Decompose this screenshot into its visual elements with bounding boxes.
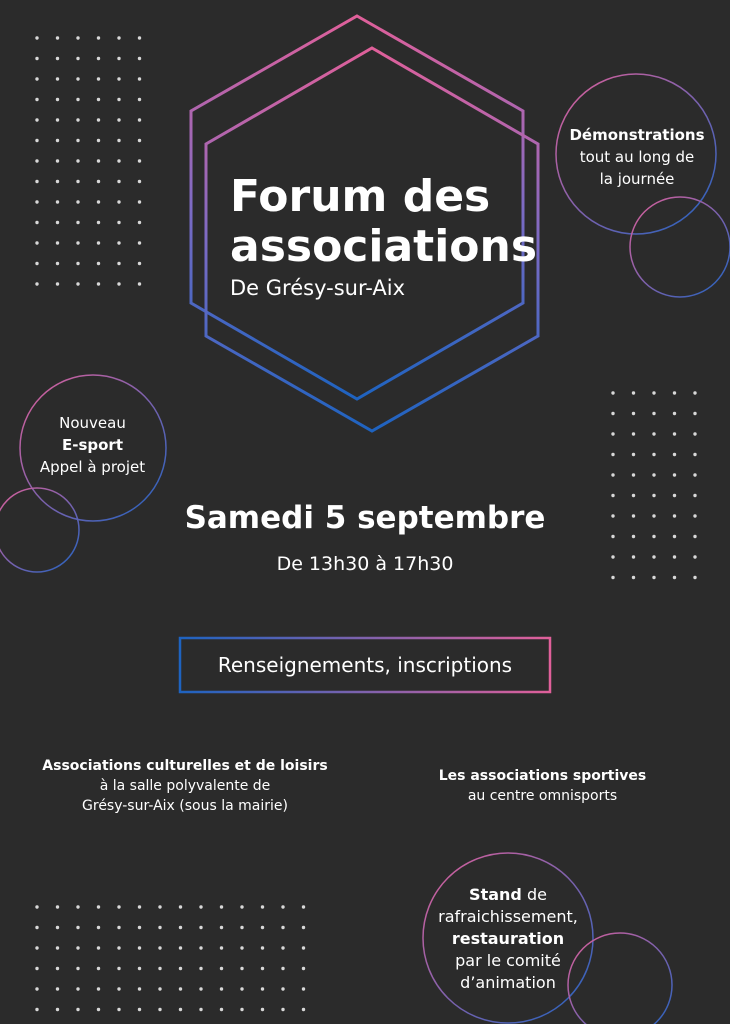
dot-grid-bottom-left (199, 946, 202, 949)
dot-grid-bottom-left (281, 946, 284, 949)
dot-grid-top-left (56, 241, 59, 244)
dot-grid-right (632, 391, 635, 394)
dot-grid-top-left (97, 118, 100, 121)
dot-grid-top-left (97, 159, 100, 162)
dot-grid-bottom-left (199, 905, 202, 908)
dot-grid-bottom-left (138, 946, 141, 949)
dot-grid-right (693, 432, 696, 435)
dot-grid-top-left (138, 98, 141, 101)
title-line-1: Forum des (230, 171, 491, 222)
dot-grid-right (611, 494, 614, 497)
dot-grid-top-left (138, 57, 141, 60)
dot-grid-bottom-left (261, 905, 264, 908)
dot-grid-bottom-left (56, 946, 59, 949)
dot-grid-top-left (76, 159, 79, 162)
dot-grid-top-left (35, 139, 38, 142)
dot-grid-bottom-left (97, 1008, 100, 1011)
dot-grid-bottom-left (138, 905, 141, 908)
dot-grid-top-left (138, 77, 141, 80)
dot-grid-bottom-left (35, 905, 38, 908)
dot-grid-bottom-left (179, 987, 182, 990)
dot-grid-bottom-left (220, 1008, 223, 1011)
dot-grid-top-left (76, 57, 79, 60)
dot-grid-top-left (35, 77, 38, 80)
dot-grid-top-left (56, 118, 59, 121)
dot-grid-top-left (117, 241, 120, 244)
dot-grid-top-left (35, 282, 38, 285)
dot-grid-bottom-left (220, 905, 223, 908)
dot-grid-bottom-left (158, 905, 161, 908)
right-col-line-2: au centre omnisports (467, 788, 618, 804)
sport-associations (400, 766, 685, 806)
dot-grid-bottom-left (261, 926, 264, 929)
dot-grid-top-left (97, 221, 100, 224)
dot-grid-bottom-left (199, 926, 202, 929)
dot-grid-bottom-left (76, 926, 79, 929)
dot-grid-bottom-left (261, 1008, 264, 1011)
dot-grid-top-left (35, 57, 38, 60)
dot-grid-bottom-left (302, 946, 305, 949)
dot-grid-right (632, 494, 635, 497)
dot-grid-top-left (76, 262, 79, 265)
dot-grid-top-left (56, 139, 59, 142)
dot-grid-bottom-left (220, 987, 223, 990)
dot-grid-top-left (97, 36, 100, 39)
dot-grid-bottom-left (281, 926, 284, 929)
dot-grid-bottom-left (179, 905, 182, 908)
dot-grid-right (611, 473, 614, 476)
dot-grid-top-left (76, 180, 79, 183)
dot-grid-right (611, 391, 614, 394)
dot-grid-right (611, 576, 614, 579)
left-col-line-2: à la salle polyvalente de (99, 778, 271, 794)
dot-grid-bottom-left (179, 926, 182, 929)
dot-grid-right (632, 412, 635, 415)
dot-grid-top-left (35, 180, 38, 183)
dot-grid-top-left (117, 77, 120, 80)
dot-grid-top-left (35, 118, 38, 121)
dot-grid-bottom-left (261, 946, 264, 949)
dot-grid-top-left (35, 159, 38, 162)
dot-grid-right (673, 391, 676, 394)
title-line-2: associations (230, 221, 538, 272)
dot-grid-top-left (117, 282, 120, 285)
dot-grid-top-left (138, 221, 141, 224)
dot-grid-bottom-left (179, 1008, 182, 1011)
dot-grid-bottom-left (138, 1008, 141, 1011)
dot-grid-top-left (97, 241, 100, 244)
dot-grid-top-left (56, 180, 59, 183)
dot-grid-bottom-left (117, 967, 120, 970)
dot-grid-right (693, 473, 696, 476)
dot-grid-top-left (76, 139, 79, 142)
dot-grid-bottom-left (117, 987, 120, 990)
dot-grid-top-left (138, 200, 141, 203)
dot-grid-top-left (76, 118, 79, 121)
dot-grid-bottom-left (97, 926, 100, 929)
dot-grid-top-left (117, 262, 120, 265)
dot-grid-bottom-left (76, 967, 79, 970)
dot-grid-bottom-left (158, 1008, 161, 1011)
dot-grid-bottom-left (261, 967, 264, 970)
dot-grid-bottom-left (281, 987, 284, 990)
dot-grid-top-left (76, 36, 79, 39)
dot-grid-bottom-left (220, 946, 223, 949)
dot-grid-top-left (56, 98, 59, 101)
dot-grid-bottom-left (220, 967, 223, 970)
dot-grid-bottom-left (179, 946, 182, 949)
dot-grid-top-left (97, 262, 100, 265)
dot-grid-bottom-left (302, 905, 305, 908)
dot-grid-top-left (56, 57, 59, 60)
dot-grid-bottom-left (281, 905, 284, 908)
dot-grid-bottom-left (158, 987, 161, 990)
dot-grid-right (632, 473, 635, 476)
dot-grid-right (652, 473, 655, 476)
dot-grid-bottom-left (281, 1008, 284, 1011)
dot-grid-top-left (117, 180, 120, 183)
dot-grid-bottom-left (35, 967, 38, 970)
dot-grid-right (652, 412, 655, 415)
dot-grid-bottom-left (35, 1008, 38, 1011)
stand-text (423, 884, 593, 994)
dot-grid-bottom-left (76, 946, 79, 949)
dot-grid-bottom-left (117, 905, 120, 908)
dot-grid-right (673, 453, 676, 456)
stand-line-2: rafraichissement, (438, 907, 578, 926)
dot-grid-top-left (138, 36, 141, 39)
dot-grid-bottom-left (76, 1008, 79, 1011)
dot-grid-bottom-left (97, 987, 100, 990)
dot-grid-top-left (35, 36, 38, 39)
stand-rest-1: de (521, 885, 547, 904)
stand-strong-1: Stand (469, 885, 522, 904)
dot-grid-top-left (35, 241, 38, 244)
dot-grid-bottom-left (199, 1008, 202, 1011)
dot-grid-right (673, 432, 676, 435)
esport-strong: E-sport (61, 436, 123, 454)
dot-grid-top-left (117, 159, 120, 162)
dot-grid-bottom-left (138, 926, 141, 929)
dot-grid-bottom-left (240, 967, 243, 970)
dot-grid-right (693, 576, 696, 579)
dot-grid-top-left (97, 77, 100, 80)
dot-grid-right (693, 453, 696, 456)
dot-grid-bottom-left (158, 926, 161, 929)
dot-grid-top-left (117, 118, 120, 121)
dot-grid-bottom-left (240, 1008, 243, 1011)
dot-grid-top-left (138, 118, 141, 121)
dot-grid-bottom-left (117, 1008, 120, 1011)
dot-grid-top-left (56, 221, 59, 224)
dot-grid-top-left (138, 262, 141, 265)
dot-grid-top-left (56, 282, 59, 285)
dot-grid-bottom-left (158, 946, 161, 949)
dot-grid-bottom-left (240, 905, 243, 908)
dot-grid-top-left (35, 200, 38, 203)
dot-grid-bottom-left (281, 967, 284, 970)
dot-grid-bottom-left (76, 987, 79, 990)
dot-grid-right (611, 412, 614, 415)
demo-line-2: tout au long de (579, 148, 695, 166)
dot-grid-top-left (56, 77, 59, 80)
dot-grid-bottom-left (199, 987, 202, 990)
dot-grid-bottom-left (302, 987, 305, 990)
dot-grid-bottom-left (240, 946, 243, 949)
dot-grid-right (693, 494, 696, 497)
dot-grid-top-left (97, 57, 100, 60)
dot-grid-bottom-left (117, 946, 120, 949)
dot-grid-right (652, 494, 655, 497)
right-col-title: Les associations sportives (438, 768, 647, 784)
dot-grid-top-left (117, 98, 120, 101)
dot-grid-right (673, 412, 676, 415)
dot-grid-top-left (35, 262, 38, 265)
demo-text (554, 124, 720, 190)
dot-grid-bottom-left (138, 987, 141, 990)
dot-grid-bottom-left (199, 967, 202, 970)
dot-grid-right (652, 453, 655, 456)
dot-grid-top-left (35, 221, 38, 224)
dot-grid-bottom-left (56, 905, 59, 908)
dot-grid-top-left (76, 221, 79, 224)
dot-grid-bottom-left (302, 926, 305, 929)
esport-line-1: Nouveau (59, 414, 126, 432)
dot-grid-right (632, 453, 635, 456)
dot-grid-top-left (117, 221, 120, 224)
dot-grid-bottom-left (220, 926, 223, 929)
dot-grid-top-left (138, 159, 141, 162)
dot-grid-bottom-left (56, 1008, 59, 1011)
stand-line-4: par le comité (455, 951, 561, 970)
dot-grid-bottom-left (56, 987, 59, 990)
dot-grid-bottom-left (117, 926, 120, 929)
subtitle: De Grésy-sur-Aix (230, 276, 405, 300)
dot-grid-top-left (35, 98, 38, 101)
dot-grid-bottom-left (261, 987, 264, 990)
dot-grid-top-left (138, 241, 141, 244)
dot-grid-bottom-left (240, 987, 243, 990)
dot-grid-top-left (138, 180, 141, 183)
stand-strong-2: restauration (451, 929, 565, 948)
dot-grid-top-left (76, 77, 79, 80)
dot-grid-top-left (117, 200, 120, 203)
dot-grid-right (652, 576, 655, 579)
cultural-associations (20, 756, 350, 816)
dot-grid-right (673, 494, 676, 497)
dot-grid-top-left (56, 36, 59, 39)
page-title (180, 172, 560, 272)
dot-grid-top-left (138, 139, 141, 142)
dot-grid-right (611, 453, 614, 456)
dot-grid-bottom-left (138, 967, 141, 970)
dot-grid-right (673, 576, 676, 579)
dot-grid-bottom-left (97, 946, 100, 949)
dot-grid-top-left (97, 180, 100, 183)
dot-grid-right (652, 391, 655, 394)
dot-grid-bottom-left (35, 926, 38, 929)
info-box: Renseignements, inscriptions (217, 653, 513, 677)
event-date: Samedi 5 septembre (184, 500, 546, 536)
circle-demo-small (630, 197, 730, 297)
dot-grid-right (632, 432, 635, 435)
dot-grid-top-left (76, 98, 79, 101)
dot-grid-bottom-left (97, 905, 100, 908)
esport-text (20, 412, 165, 478)
dot-grid-bottom-left (56, 967, 59, 970)
demo-strong: Démonstrations (569, 126, 705, 144)
dot-grid-bottom-left (240, 926, 243, 929)
left-col-title: Associations culturelles et de loisirs (42, 758, 328, 774)
dot-grid-top-left (76, 282, 79, 285)
dot-grid-right (632, 576, 635, 579)
dot-grid-top-left (97, 200, 100, 203)
dot-grid-top-left (138, 282, 141, 285)
dot-grid-bottom-left (158, 967, 161, 970)
dot-grid-top-left (117, 139, 120, 142)
dot-grid-top-left (56, 200, 59, 203)
dot-grid-bottom-left (35, 987, 38, 990)
dot-grid-right (652, 432, 655, 435)
dot-grid-top-left (56, 262, 59, 265)
dot-grid-right (611, 432, 614, 435)
dot-grid-top-left (76, 200, 79, 203)
esport-line-3: Appel à projet (39, 458, 146, 476)
dot-grid-right (693, 391, 696, 394)
event-hours: De 13h30 à 17h30 (276, 553, 454, 575)
dot-grid-top-left (56, 159, 59, 162)
dot-grid-right (673, 473, 676, 476)
dot-grid-bottom-left (302, 1008, 305, 1011)
left-col-line-3: Grésy-sur-Aix (sous la mairie) (82, 798, 288, 814)
dot-grid-top-left (97, 139, 100, 142)
dot-grid-top-left (97, 98, 100, 101)
dot-grid-bottom-left (97, 967, 100, 970)
dot-grid-top-left (97, 282, 100, 285)
dot-grid-top-left (76, 241, 79, 244)
dot-grid-bottom-left (76, 905, 79, 908)
demo-line-3: la journée (599, 170, 675, 188)
dot-grid-bottom-left (179, 967, 182, 970)
dot-grid-top-left (117, 36, 120, 39)
dot-grid-top-left (117, 57, 120, 60)
dot-grid-right (693, 412, 696, 415)
dot-grid-bottom-left (302, 967, 305, 970)
dot-grid-bottom-left (35, 946, 38, 949)
dot-grid-bottom-left (56, 926, 59, 929)
stand-line-5: d’animation (460, 973, 556, 992)
